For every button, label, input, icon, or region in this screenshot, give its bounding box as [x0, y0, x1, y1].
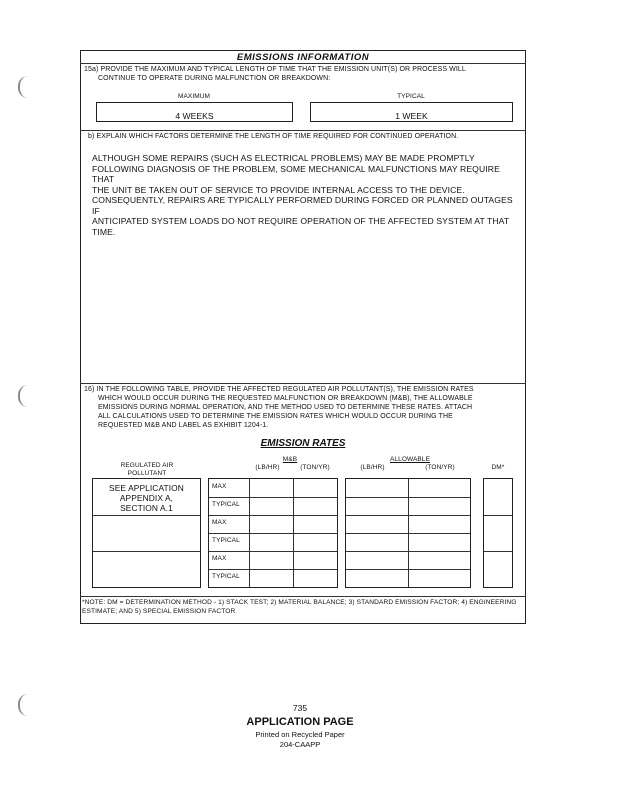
dm-note	[82, 599, 524, 616]
footer-title: APPLICATION PAGE	[246, 716, 354, 728]
q15a-line: CONTINUE TO OPERATE DURING MALFUNCTION OR BREAKDOWN:	[98, 75, 331, 82]
q15b-answer	[92, 153, 522, 237]
emission-rates-title: EMISSION RATES	[260, 438, 346, 449]
answer-line: CONSEQUENTLY, REPAIRS ARE TYPICALLY PERFORMED DURING FORCED OR PLANNED OUTAGES IF	[92, 195, 513, 216]
grid-line	[209, 497, 337, 498]
mb-lbhr-header: (LB/HR)	[255, 464, 280, 471]
divider	[80, 383, 526, 384]
row-label-max: MAX	[212, 555, 227, 562]
dm-header: DM*	[491, 464, 505, 471]
allowable-header: ALLOWABLE	[389, 456, 431, 463]
grid-line	[346, 551, 470, 552]
pollutant-column	[92, 478, 201, 588]
grid-line	[346, 497, 470, 498]
mb-tonyr-header: (TON/YR)	[300, 464, 330, 471]
scan-margin-mark	[18, 76, 30, 98]
mb-grid	[208, 478, 338, 588]
answer-line: TIME.	[92, 226, 116, 237]
row-label-typical: TYPICAL	[212, 573, 240, 580]
pollutant-header-line: POLLUTANT	[127, 470, 167, 477]
q16-line: 16) IN THE FOLLOWING TABLE, PROVIDE THE AFFECTED REGULATED AIR POLLUTANT(S), THE EMISSION RATES	[84, 386, 474, 393]
scan-margin-mark	[18, 694, 30, 716]
mb-header: M&B	[282, 456, 298, 463]
grid-line	[346, 569, 470, 570]
recycled-note: Printed on Recycled Paper	[255, 730, 345, 739]
row-label-max: MAX	[212, 483, 227, 490]
allowable-lbhr-header: (LB/HR)	[360, 464, 385, 471]
q15a-text	[84, 65, 522, 83]
q15a-line: 15a) PROVIDE THE MAXIMUM AND TYPICAL LENGTH OF TIME THAT THE EMISSION UNIT(S) OR PROCESS WILL	[84, 66, 466, 73]
section-title: EMISSIONS INFORMATION	[236, 52, 370, 63]
maximum-field[interactable]	[96, 102, 293, 122]
answer-line: FOLLOWING DIAGNOSIS OF THE PROBLEM, SOME MECHANICAL MALFUNCTIONS MAY REQUIRE THAT	[92, 163, 500, 184]
answer-line: ANTICIPATED SYSTEM LOADS DO NOT REQUIRE OPERATION OF THE AFFECTED SYSTEM AT THAT	[92, 216, 510, 226]
grid-line	[484, 515, 512, 516]
grid-line	[209, 533, 337, 534]
row-label-max: MAX	[212, 519, 227, 526]
q16-text	[84, 385, 522, 430]
q16-line: EMISSIONS DURING NORMAL OPERATION, AND THE METHOD USED TO DETERMINE THESE RATES. ATTACH	[98, 404, 473, 411]
maximum-value: 4 WEEKS	[175, 111, 214, 121]
grid-line	[346, 515, 470, 516]
row-label-typical: TYPICAL	[212, 501, 240, 508]
typical-label: TYPICAL	[397, 93, 425, 100]
divider	[80, 63, 526, 64]
grid-line	[93, 515, 200, 516]
row-label-typical: TYPICAL	[212, 537, 240, 544]
q16-line: REQUESTED M&B AND LABEL AS EXHIBIT 1204-1.	[98, 422, 269, 429]
typical-field[interactable]	[310, 102, 513, 122]
note-line: *NOTE: DM = DETERMINATION METHOD - 1) STACK TEST; 2) MATERIAL BALANCE; 3) STANDARD EMISSION FACTOR; 4) ENGINEERING	[82, 599, 517, 606]
pollutant-header	[92, 462, 202, 478]
divider	[80, 596, 526, 597]
allowable-grid	[345, 478, 471, 588]
form-id: 204-CAAPP	[279, 740, 321, 749]
dm-grid	[483, 478, 513, 588]
q16-line: WHICH WOULD OCCUR DURING THE REQUESTED MALFUNCTION OR BREAKDOWN (M&B), THE ALLOWABLE	[98, 395, 473, 402]
pollutant-entry-line: SEE APPLICATION	[109, 483, 184, 493]
allowable-tonyr-header: (TON/YR)	[425, 464, 455, 471]
pollutant-entry-line: SECTION A.1	[120, 503, 173, 513]
pollutant-entry[interactable]	[93, 483, 200, 513]
grid-line	[209, 569, 337, 570]
q16-line: ALL CALCULATIONS USED TO DETERMINE THE EMISSION RATES WHICH WOULD OCCUR DURING THE	[98, 413, 453, 420]
page-number: 735	[292, 703, 308, 713]
grid-line	[484, 551, 512, 552]
grid-line	[209, 551, 337, 552]
answer-line: ALTHOUGH SOME REPAIRS (SUCH AS ELECTRICAL PROBLEMS) MAY BE MADE PROMPTLY	[92, 153, 475, 163]
pollutant-entry-line: APPENDIX A,	[119, 493, 174, 503]
note-line: ESTIMATE; AND 5) SPECIAL EMISSION FACTOR	[82, 607, 236, 615]
grid-line	[93, 551, 200, 552]
divider	[80, 130, 526, 131]
pollutant-header-line: REGULATED AIR	[120, 462, 174, 469]
answer-line: THE UNIT BE TAKEN OUT OF SERVICE TO PROVIDE INTERNAL ACCESS TO THE DEVICE.	[92, 184, 465, 195]
q15b-prompt: b) EXPLAIN WHICH FACTORS DETERMINE THE LENGTH OF TIME REQUIRED FOR CONTINUED OPERATION.	[88, 133, 459, 140]
scan-margin-mark	[18, 385, 30, 407]
typical-value: 1 WEEK	[395, 111, 428, 121]
grid-line	[346, 533, 470, 534]
maximum-label: MAXIMUM	[177, 93, 211, 100]
grid-line	[209, 515, 337, 516]
